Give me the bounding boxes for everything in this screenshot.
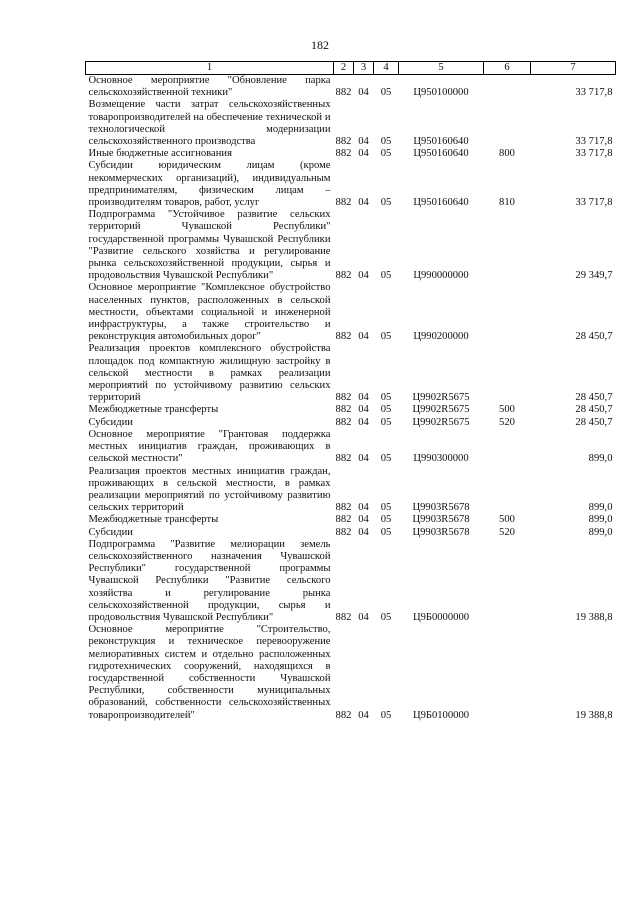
ministry-code: 882: [335, 709, 352, 721]
target-article-code: Ц9903R5678: [412, 502, 470, 514]
section-code: 04: [358, 526, 369, 538]
target-article-code: Ц950100000: [413, 87, 469, 99]
section-code: 04: [358, 136, 369, 148]
table-row: [86, 99, 616, 148]
amount: 899,0: [588, 514, 613, 526]
section-code: 04: [358, 148, 369, 160]
target-article-code: Ц950160640: [413, 148, 469, 160]
subsection-code: 05: [380, 416, 392, 428]
target-article-code: Ц990300000: [413, 453, 469, 465]
amount: 33 717,8: [575, 87, 613, 99]
item-name: Подпрограмма "Развитие мелиорации земель сельскохозяйственного назначения Чувашской Республики" государственной программы Чувашской Республики "Развитие сельского хозяйства и регулирование рынка сельскохозяйственной продукции, сырья и продовольствия Чувашской Республики": [88, 538, 331, 623]
item-name: Субсидии: [88, 526, 133, 538]
section-code: 04: [358, 197, 369, 209]
section-code: 04: [358, 453, 369, 465]
item-name: Возмещение части затрат сельскохозяйственных товаропроизводителей на обеспечение технической и технологической модернизации сельскохозяйственного производства: [88, 99, 331, 148]
amount: 33 717,8: [575, 148, 613, 160]
subsection-code: 05: [380, 270, 392, 282]
ministry-code: 882: [335, 270, 352, 282]
section-code: 04: [358, 270, 369, 282]
amount: 28 450,7: [575, 416, 613, 428]
amount: 899,0: [588, 453, 613, 465]
subsection-code: 05: [380, 331, 392, 343]
ministry-code: 882: [335, 331, 352, 343]
expense-type-code: [484, 99, 531, 148]
subsection-code: 05: [380, 502, 392, 514]
column-header-row: [86, 62, 616, 75]
amount: 28 450,7: [575, 404, 613, 416]
subsection-code: 05: [380, 404, 392, 416]
target-article-code: Ц9903R5678: [412, 526, 470, 538]
subsection-code: 05: [380, 709, 392, 721]
subsection-code: 05: [380, 136, 392, 148]
subsection-code: 05: [380, 392, 392, 404]
item-name: Субсидии: [88, 416, 133, 428]
target-article-code: Ц9Б0100000: [412, 709, 470, 721]
target-article-code: Ц9903R5678: [412, 514, 470, 526]
amount: 19 388,8: [575, 611, 613, 623]
subsection-code: 05: [380, 453, 392, 465]
expense-type-code: [484, 429, 531, 466]
column-header: 3: [354, 62, 374, 75]
item-name: Основное мероприятие "Грантовая поддержка местных инициатив граждан, проживающих в сельской местности": [88, 428, 331, 465]
subsection-code: 05: [380, 148, 392, 160]
table-row: [86, 75, 616, 100]
table-row: [86, 624, 616, 722]
section-code: 04: [358, 416, 369, 428]
ministry-code: 882: [335, 416, 352, 428]
target-article-code: Ц990200000: [413, 331, 469, 343]
expense-type-code: 520: [499, 416, 515, 428]
column-header: 4: [374, 62, 399, 75]
amount: 33 717,8: [575, 197, 613, 209]
expense-type-code: 810: [499, 197, 515, 209]
expense-type-code: [484, 466, 531, 515]
section-code: 04: [358, 404, 369, 416]
ministry-code: 882: [335, 526, 352, 538]
table-row: [86, 148, 616, 160]
target-article-code: Ц9902R5675: [412, 404, 470, 416]
section-code: 04: [358, 87, 369, 99]
section-code: 04: [358, 514, 369, 526]
amount: 33 717,8: [575, 136, 613, 148]
table-row: [86, 404, 616, 416]
table-row: [86, 209, 616, 282]
section-code: 04: [358, 709, 369, 721]
ministry-code: 882: [335, 136, 352, 148]
item-name: Межбюджетные трансферты: [88, 514, 219, 526]
table-row: [86, 429, 616, 466]
section-code: 04: [358, 331, 369, 343]
item-name: Подпрограмма "Устойчивое развитие сельских территорий Чувашской Республики" государственной программы Чувашской Республики "Развитие сельского хозяйства и регулирование рынка сельскохозяйственной продукции, сырья и продовольствия Чувашской Республики": [88, 209, 331, 282]
item-name: Основное мероприятие "Обновление парка сельскохозяйственной техники": [88, 75, 331, 99]
expense-type-code: [484, 624, 531, 722]
item-name: Иные бюджетные ассигнования: [88, 148, 232, 160]
target-article-code: Ц9902R5675: [412, 416, 470, 428]
target-article-code: Ц950160640: [413, 197, 469, 209]
amount: 19 388,8: [575, 709, 613, 721]
amount: 899,0: [588, 502, 613, 514]
table-row: [86, 514, 616, 526]
expense-type-code: [484, 343, 531, 404]
target-article-code: Ц9902R5675: [412, 392, 470, 404]
ministry-code: 882: [335, 197, 352, 209]
column-header: 2: [334, 62, 354, 75]
page-number: 182: [311, 38, 329, 52]
item-name: Субсидии юридическим лицам (кроме некоммерческих организаций), индивидуальным предпринимателям, физическим лицам – производителям товаров, работ, услуг: [88, 160, 331, 209]
target-article-code: Ц9Б0000000: [412, 611, 470, 623]
table-row: [86, 343, 616, 404]
item-name: Основное мероприятие "Строительство, реконструкция и техническое перевооружение мелиоративных систем и отдельно расположенных гидротехнических сооружений, находящихся в государственной собственности Чувашской Республики, собственности муниципальных образований, собственности сельскохозяйственных товаропроизводителей": [88, 624, 331, 721]
expense-type-code: [484, 282, 531, 343]
expense-type-code: [484, 75, 531, 100]
item-name: Основное мероприятие "Комплексное обустройство населенных пунктов, расположенных в сельской местности, объектами социальной и инженерной инфраструктуры, а также строительство и реконструкция автомобильных дорог": [88, 282, 331, 343]
subsection-code: 05: [380, 514, 392, 526]
subsection-code: 05: [380, 611, 392, 623]
ministry-code: 882: [335, 611, 352, 623]
amount: 28 450,7: [575, 331, 613, 343]
section-code: 04: [358, 502, 369, 514]
table-row: [86, 282, 616, 343]
expense-type-code: 520: [499, 526, 515, 538]
budget-table: [85, 61, 616, 722]
subsection-code: 05: [380, 197, 392, 209]
item-name: Реализация проектов местных инициатив граждан, проживающих в сельской местности, в рамках реализации мероприятий по устойчивому развитию сельских территорий: [88, 465, 331, 514]
expense-type-code: [484, 209, 531, 282]
ministry-code: 882: [335, 87, 352, 99]
section-code: 04: [358, 611, 369, 623]
table-row: [86, 417, 616, 429]
item-name: Межбюджетные трансферты: [88, 404, 219, 416]
ministry-code: 882: [335, 404, 352, 416]
ministry-code: 882: [335, 514, 352, 526]
section-code: 04: [358, 392, 369, 404]
column-header: 1: [86, 62, 334, 75]
ministry-code: 882: [335, 502, 352, 514]
column-header: 6: [484, 62, 531, 75]
expense-type-code: 500: [499, 514, 515, 526]
item-name: Реализация проектов комплексного обустройства площадок под компактную жилищную застройку в сельской местности в рамках реализации мероприятий по устойчивому развитию сельских территорий: [88, 343, 331, 404]
expense-type-code: [484, 539, 531, 624]
ministry-code: 882: [335, 392, 352, 404]
ministry-code: 882: [335, 453, 352, 465]
amount: 28 450,7: [575, 392, 613, 404]
target-article-code: Ц950160640: [413, 136, 469, 148]
column-header: 7: [531, 62, 616, 75]
table-row: [86, 466, 616, 515]
target-article-code: Ц990000000: [413, 270, 469, 282]
amount: 899,0: [588, 526, 613, 538]
table-row: [86, 527, 616, 539]
expense-type-code: 500: [499, 404, 515, 416]
ministry-code: 882: [335, 148, 352, 160]
table-row: [86, 539, 616, 624]
subsection-code: 05: [380, 87, 392, 99]
expense-type-code: 800: [499, 148, 515, 160]
column-header: 5: [399, 62, 484, 75]
amount: 29 349,7: [575, 270, 613, 282]
subsection-code: 05: [380, 526, 392, 538]
table-row: [86, 160, 616, 209]
